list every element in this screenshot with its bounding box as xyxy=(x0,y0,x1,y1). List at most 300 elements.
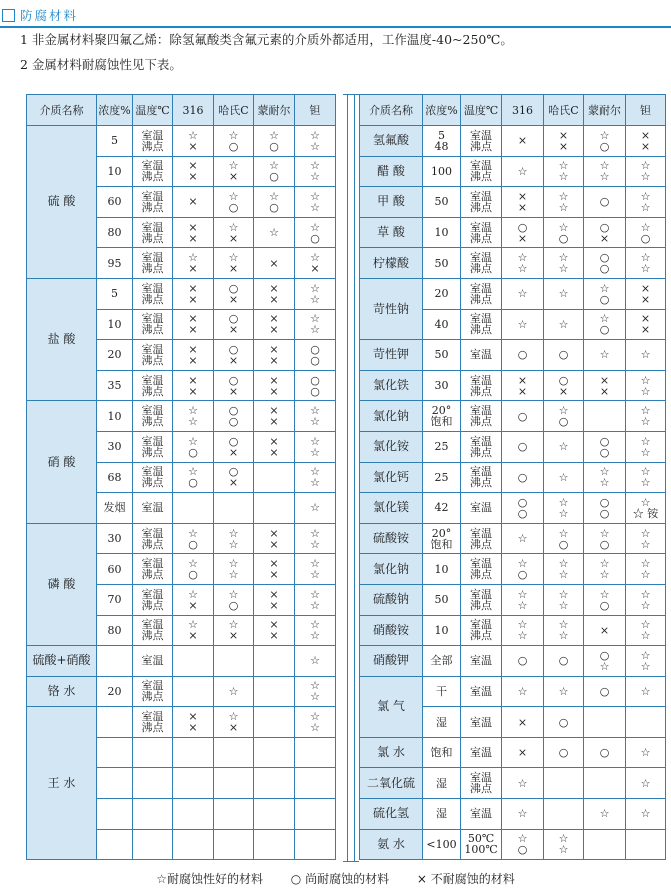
rating-cell: ☆ ☆ xyxy=(544,615,584,646)
rating-cell: × × xyxy=(173,340,214,371)
rating-cell: ☆ ☆ xyxy=(584,156,626,187)
rating-cell: ☆ ○ xyxy=(254,187,295,218)
temperature-cell: 50℃ 100℃ xyxy=(461,829,502,860)
rating-cell: ○ xyxy=(544,646,584,677)
medium-name-cell: 铬 水 xyxy=(27,676,97,707)
rating-cell: ☆ xyxy=(214,676,254,707)
temperature-cell: 室温 沸点 xyxy=(461,462,502,493)
rating-cell xyxy=(254,646,295,677)
temperature-cell: 室温 沸点 xyxy=(461,370,502,401)
rating-cell: ○ xyxy=(502,431,544,462)
rating-cell: ○ ○ xyxy=(584,248,626,279)
temperature-cell: 室温 沸点 xyxy=(133,676,173,707)
rating-cell: ☆ ○ xyxy=(173,431,214,462)
table-header-row xyxy=(27,95,336,126)
concentration-cell: 30 xyxy=(97,431,133,462)
rating-cell: ○ ○ xyxy=(295,340,336,371)
medium-name-cell: 氯化铵 xyxy=(360,431,423,462)
rating-cell xyxy=(214,829,254,860)
rating-cell: ☆ ☆ xyxy=(502,615,544,646)
concentration-cell: 20 xyxy=(97,340,133,371)
rating-cell: ☆ xyxy=(584,799,626,830)
column-header: 蒙耐尔 xyxy=(254,95,295,126)
rating-cell: ☆ ☆ xyxy=(295,187,336,218)
rating-cell: × × xyxy=(254,278,295,309)
rating-cell: ☆ ☆ xyxy=(544,554,584,585)
rating-cell: ○ × xyxy=(214,340,254,371)
rating-cell: ☆ xyxy=(544,676,584,707)
medium-name-cell: 醋 酸 xyxy=(360,156,423,187)
column-header: 316 xyxy=(173,95,214,126)
table-row xyxy=(360,126,666,157)
temperature-cell xyxy=(133,737,173,768)
temperature-cell: 室温 沸点 xyxy=(133,584,173,615)
temperature-cell: 室温 沸点 xyxy=(461,156,502,187)
concentration-cell: 10 xyxy=(97,156,133,187)
medium-name-cell: 硫化氢 xyxy=(360,799,423,830)
rating-cell xyxy=(214,737,254,768)
rating-cell xyxy=(173,737,214,768)
rating-cell xyxy=(254,829,295,860)
rating-cell: × × xyxy=(173,309,214,340)
rating-cell xyxy=(626,707,666,738)
rating-cell: ☆ × xyxy=(173,615,214,646)
rating-cell xyxy=(173,676,214,707)
rating-cell: ☆ ☆ xyxy=(544,248,584,279)
rating-cell xyxy=(295,768,336,799)
rating-cell: ☆ ○ xyxy=(502,554,544,585)
rating-cell xyxy=(584,768,626,799)
medium-name-cell: 草 酸 xyxy=(360,217,423,248)
concentration-cell xyxy=(97,768,133,799)
rating-cell: × × xyxy=(254,523,295,554)
rating-cell: × × xyxy=(502,187,544,218)
concentration-cell: 60 xyxy=(97,554,133,585)
rating-cell: ☆ ☆ xyxy=(295,615,336,646)
rating-cell: ☆ ☆ xyxy=(502,584,544,615)
medium-name-cell: 硝 酸 xyxy=(27,401,97,523)
rating-cell: ☆ ☆ xyxy=(626,401,666,432)
rating-cell xyxy=(254,707,295,738)
rating-cell: ○ × xyxy=(214,462,254,493)
rating-cell: ○ xyxy=(544,737,584,768)
rating-cell: ☆ × xyxy=(214,217,254,248)
rating-cell: ○ xyxy=(502,646,544,677)
medium-name-cell: 氯化镁 xyxy=(360,493,423,524)
rating-cell: ☆ ☆ xyxy=(295,278,336,309)
concentration-cell xyxy=(97,646,133,677)
temperature-cell: 室温 xyxy=(461,676,502,707)
column-header: 蒙耐尔 xyxy=(584,95,626,126)
medium-name-cell: 柠檬酸 xyxy=(360,248,423,279)
concentration-cell: 40 xyxy=(423,309,461,340)
temperature-cell: 室温 沸点 xyxy=(461,126,502,157)
temperature-cell: 室温 xyxy=(461,646,502,677)
medium-name-cell: 硫酸铵 xyxy=(360,523,423,554)
rating-cell: ☆ xyxy=(295,646,336,677)
rating-cell: ☆ ☆ xyxy=(214,523,254,554)
rating-cell: ☆ ☆ xyxy=(544,156,584,187)
rating-cell xyxy=(214,768,254,799)
rating-cell: × × xyxy=(502,370,544,401)
rating-cell: ○ xyxy=(584,187,626,218)
concentration-cell xyxy=(97,829,133,860)
concentration-cell: 80 xyxy=(97,217,133,248)
rating-cell: ☆ xyxy=(502,156,544,187)
column-header: 钽 xyxy=(295,95,336,126)
concentration-cell: 80 xyxy=(97,615,133,646)
rating-cell: ☆ ☆ xyxy=(295,554,336,585)
temperature-cell: 室温 沸点 xyxy=(133,187,173,218)
temperature-cell: 室温 沸点 xyxy=(133,401,173,432)
column-header: 钽 xyxy=(626,95,666,126)
rating-cell: ○ ○ xyxy=(295,370,336,401)
concentration-cell: 干 xyxy=(423,676,461,707)
rating-cell: × × xyxy=(254,370,295,401)
concentration-cell: 湿 xyxy=(423,707,461,738)
temperature-cell: 室温 沸点 xyxy=(461,248,502,279)
table-row xyxy=(360,646,666,677)
concentration-cell: 95 xyxy=(97,248,133,279)
medium-name-cell: 甲 酸 xyxy=(360,187,423,218)
column-header: 浓度% xyxy=(97,95,133,126)
rating-cell xyxy=(584,829,626,860)
rating-cell xyxy=(173,646,214,677)
temperature-cell: 室温 沸点 xyxy=(133,126,173,157)
rating-cell: × xyxy=(584,615,626,646)
rating-cell: ☆ ○ xyxy=(173,554,214,585)
table-row xyxy=(360,462,666,493)
rating-cell: ☆ × xyxy=(173,126,214,157)
table-row xyxy=(27,707,336,738)
rating-cell: × × xyxy=(626,126,666,157)
rating-cell: ○ xyxy=(502,401,544,432)
table-separator xyxy=(343,94,359,862)
temperature-cell: 室温 沸点 xyxy=(133,431,173,462)
rating-cell: ☆ ○ xyxy=(254,156,295,187)
table-row xyxy=(360,799,666,830)
rating-cell: ☆ ☆ xyxy=(584,554,626,585)
rating-cell: ☆ × xyxy=(214,707,254,738)
table-row xyxy=(360,523,666,554)
temperature-cell xyxy=(133,799,173,830)
rating-cell: × × xyxy=(626,309,666,340)
rating-cell: × × xyxy=(173,278,214,309)
temperature-cell: 室温 沸点 xyxy=(461,401,502,432)
medium-name-cell: 硫 酸 xyxy=(27,126,97,279)
rating-cell: × × xyxy=(173,370,214,401)
table-row xyxy=(27,401,336,432)
medium-name-cell: 二氧化硫 xyxy=(360,768,423,799)
rating-cell: ☆ ☆ xyxy=(544,187,584,218)
rating-cell: ☆ xyxy=(502,676,544,707)
concentration-cell: 50 xyxy=(423,340,461,371)
header-divider xyxy=(0,26,671,28)
rating-cell: × × xyxy=(173,217,214,248)
concentration-cell: 湿 xyxy=(423,799,461,830)
temperature-cell: 室温 沸点 xyxy=(133,707,173,738)
rating-cell xyxy=(584,707,626,738)
table-row xyxy=(360,554,666,585)
rating-cell: ☆ xyxy=(295,493,336,524)
concentration-cell: 30 xyxy=(423,370,461,401)
rating-cell: ☆ × xyxy=(173,584,214,615)
table-row xyxy=(27,278,336,309)
rating-cell xyxy=(254,737,295,768)
rating-cell: ☆ ☆ xyxy=(295,126,336,157)
rating-cell: ☆ xyxy=(254,217,295,248)
rating-cell: ☆ ☆ xyxy=(295,676,336,707)
rating-cell xyxy=(544,768,584,799)
rating-cell: ○ ○ xyxy=(502,493,544,524)
rating-cell: × × xyxy=(254,401,295,432)
temperature-cell: 室温 沸点 xyxy=(461,187,502,218)
table-row xyxy=(360,278,666,309)
rating-cell: ○ × xyxy=(214,309,254,340)
medium-name-cell: 硝酸铵 xyxy=(360,615,423,646)
rating-cell: × xyxy=(173,187,214,218)
rating-cell: ○ × xyxy=(214,431,254,462)
rating-cell: ☆ xyxy=(544,309,584,340)
rating-cell: ☆ ☆ xyxy=(214,554,254,585)
temperature-cell: 室温 沸点 xyxy=(133,370,173,401)
section-header xyxy=(2,6,78,24)
column-header: 316 xyxy=(502,95,544,126)
medium-name-cell: 氯化钙 xyxy=(360,462,423,493)
table-row xyxy=(360,156,666,187)
rating-cell: ☆ ○ xyxy=(584,523,626,554)
table-row xyxy=(360,248,666,279)
rating-cell: ☆ xyxy=(502,309,544,340)
concentration-cell: 68 xyxy=(97,462,133,493)
medium-name-cell: 苛性钾 xyxy=(360,340,423,371)
rating-cell: ☆ xyxy=(502,278,544,309)
rating-cell: ☆ ○ xyxy=(584,278,626,309)
temperature-cell: 室温 沸点 xyxy=(461,278,502,309)
rating-cell: × × xyxy=(254,309,295,340)
concentration-cell: 10 xyxy=(97,401,133,432)
rating-cell: ○ × xyxy=(544,370,584,401)
rating-cell: × × xyxy=(544,126,584,157)
rating-cell: ☆ xyxy=(584,340,626,371)
legend-good: ☆耐腐蚀性好的材料 xyxy=(156,872,263,886)
rating-cell: ☆ ☆ xyxy=(626,431,666,462)
table-row xyxy=(27,646,336,677)
rating-cell: ○ xyxy=(502,340,544,371)
table-row xyxy=(360,737,666,768)
rating-cell: ○ ○ xyxy=(214,401,254,432)
table-row xyxy=(360,829,666,860)
rating-cell xyxy=(214,646,254,677)
temperature-cell: 室温 xyxy=(133,646,173,677)
column-header: 浓度% xyxy=(423,95,461,126)
column-header: 温度℃ xyxy=(461,95,502,126)
rating-cell: ☆ ○ xyxy=(173,462,214,493)
medium-name-cell: 硫酸+硝酸 xyxy=(27,646,97,677)
medium-name-cell: 氯化钠 xyxy=(360,401,423,432)
temperature-cell: 室温 沸点 xyxy=(461,615,502,646)
rating-cell: × × xyxy=(254,615,295,646)
medium-name-cell: 苛性钠 xyxy=(360,278,423,339)
rating-cell: ☆ ○ xyxy=(626,217,666,248)
table-header-row xyxy=(360,95,666,126)
concentration-cell: 35 xyxy=(97,370,133,401)
temperature-cell: 室温 沸点 xyxy=(461,554,502,585)
corrosion-table-left xyxy=(26,94,336,860)
rating-cell: × × xyxy=(173,156,214,187)
legend-poor: × 不耐腐蚀的材料 xyxy=(416,872,515,886)
rating-cell: × × xyxy=(584,370,626,401)
concentration-cell: 20 xyxy=(423,278,461,309)
rating-cell: ☆ xyxy=(544,431,584,462)
concentration-cell: 5 xyxy=(97,126,133,157)
rating-cell: ☆ ☆ xyxy=(544,493,584,524)
rating-cell: ☆ ☆ xyxy=(295,156,336,187)
rating-cell: ☆ ○ xyxy=(295,217,336,248)
rating-cell xyxy=(295,737,336,768)
concentration-cell: 70 xyxy=(97,584,133,615)
rating-cell xyxy=(254,768,295,799)
table-row xyxy=(360,187,666,218)
rating-cell: × × xyxy=(173,707,214,738)
medium-name-cell: 氢氟酸 xyxy=(360,126,423,157)
concentration-cell: 50 xyxy=(423,248,461,279)
concentration-cell: 10 xyxy=(423,554,461,585)
rating-cell: ○ xyxy=(502,462,544,493)
rating-cell: ☆ ○ xyxy=(544,401,584,432)
rating-cell: ☆ ☆ xyxy=(295,707,336,738)
table-row xyxy=(360,615,666,646)
rating-cell: ☆ xyxy=(626,676,666,707)
rating-cell: ☆ ☆ xyxy=(502,248,544,279)
table-row xyxy=(360,676,666,707)
concentration-cell: <100 xyxy=(423,829,461,860)
rating-cell: ☆ ☆ xyxy=(544,829,584,860)
rating-cell: ○ ○ xyxy=(584,493,626,524)
medium-name-cell: 硝酸钾 xyxy=(360,646,423,677)
rating-cell xyxy=(214,799,254,830)
concentration-cell: 25 xyxy=(423,431,461,462)
table-row xyxy=(360,768,666,799)
concentration-cell: 60 xyxy=(97,187,133,218)
table-row xyxy=(360,493,666,524)
temperature-cell: 室温 xyxy=(461,737,502,768)
rating-cell: ☆ × xyxy=(214,156,254,187)
temperature-cell: 室温 沸点 xyxy=(133,248,173,279)
temperature-cell: 室温 沸点 xyxy=(461,584,502,615)
temperature-cell: 室温 沸点 xyxy=(133,217,173,248)
rating-cell: ☆ xyxy=(626,768,666,799)
rating-cell: ☆ ☆ xyxy=(626,584,666,615)
rating-cell: ☆ ☆ xyxy=(584,462,626,493)
concentration-cell: 10 xyxy=(423,615,461,646)
rating-cell: ☆ ☆ xyxy=(626,615,666,646)
concentration-cell: 10 xyxy=(97,309,133,340)
rating-cell: ☆ ☆ xyxy=(295,309,336,340)
concentration-cell: 5 xyxy=(97,278,133,309)
rating-cell: ☆ ○ xyxy=(254,126,295,157)
column-header: 哈氏C xyxy=(214,95,254,126)
rating-cell: ☆ ☆ xyxy=(626,554,666,585)
rating-cell: ☆ × xyxy=(214,248,254,279)
concentration-cell: 20° 饱和 xyxy=(423,523,461,554)
medium-name-cell: 磷 酸 xyxy=(27,523,97,645)
medium-name-cell: 盐 酸 xyxy=(27,278,97,400)
temperature-cell: 室温 沸点 xyxy=(133,615,173,646)
concentration-cell xyxy=(97,707,133,738)
rating-cell: ☆ ☆ xyxy=(626,187,666,218)
rating-cell: ☆ xyxy=(544,462,584,493)
rating-cell: × × xyxy=(254,431,295,462)
temperature-cell: 室温 沸点 xyxy=(461,523,502,554)
medium-name-cell: 氯化钠 xyxy=(360,554,423,585)
temperature-cell: 室温 沸点 xyxy=(133,309,173,340)
rating-cell xyxy=(254,462,295,493)
rating-cell: ○ ☆ xyxy=(584,646,626,677)
rating-cell: ☆ xyxy=(626,737,666,768)
rating-cell: × × xyxy=(626,278,666,309)
rating-cell: ☆ ○ xyxy=(214,126,254,157)
rating-cell: ☆ ☆ xyxy=(295,584,336,615)
rating-cell: ☆ ○ xyxy=(584,584,626,615)
medium-name-cell: 氯 水 xyxy=(360,737,423,768)
rating-cell: ☆ ☆ xyxy=(173,401,214,432)
rating-cell: × × xyxy=(254,584,295,615)
rating-cell: ☆ ○ xyxy=(544,523,584,554)
temperature-cell: 室温 xyxy=(461,799,502,830)
rating-cell: ☆ × xyxy=(295,248,336,279)
rating-cell: ☆ ☆ xyxy=(295,523,336,554)
table-row xyxy=(360,370,666,401)
temperature-cell: 室温 沸点 xyxy=(133,462,173,493)
rating-cell xyxy=(584,401,626,432)
medium-name-cell: 氯 气 xyxy=(360,676,423,737)
rating-cell: ☆ ☆ xyxy=(626,523,666,554)
temperature-cell xyxy=(133,768,173,799)
rating-cell: ☆ ☆ xyxy=(544,584,584,615)
table-row xyxy=(360,401,666,432)
rating-cell: ○ xyxy=(544,340,584,371)
concentration-cell: 5 48 xyxy=(423,126,461,157)
concentration-cell: 20 xyxy=(97,676,133,707)
column-header: 介质名称 xyxy=(27,95,97,126)
section-marker-icon xyxy=(2,9,15,22)
rating-cell: ☆ xyxy=(626,340,666,371)
legend-fair: ○ 尚耐腐蚀的材料 xyxy=(290,872,390,886)
rating-cell xyxy=(254,493,295,524)
medium-name-cell: 王 水 xyxy=(27,707,97,860)
rating-cell: ☆ ○ xyxy=(214,187,254,218)
concentration-cell: 30 xyxy=(97,523,133,554)
rating-cell: ☆ ☆ xyxy=(626,462,666,493)
rating-cell: ☆ ☆ xyxy=(295,431,336,462)
table-row xyxy=(27,126,336,157)
rating-cell xyxy=(254,799,295,830)
rating-cell: ☆ ☆ xyxy=(626,370,666,401)
corrosion-table-right xyxy=(359,94,666,860)
concentration-cell: 25 xyxy=(423,462,461,493)
rating-cell: ○ xyxy=(584,737,626,768)
rating-cell xyxy=(626,829,666,860)
rating-cell: × × xyxy=(254,554,295,585)
rating-cell: × × xyxy=(254,340,295,371)
rating-cell: ☆ ☆ xyxy=(626,646,666,677)
concentration-cell: 20° 饱和 xyxy=(423,401,461,432)
concentration-cell: 10 xyxy=(423,217,461,248)
rating-cell: ☆ ○ xyxy=(584,309,626,340)
temperature-cell: 室温 沸点 xyxy=(133,523,173,554)
rating-cell xyxy=(254,676,295,707)
